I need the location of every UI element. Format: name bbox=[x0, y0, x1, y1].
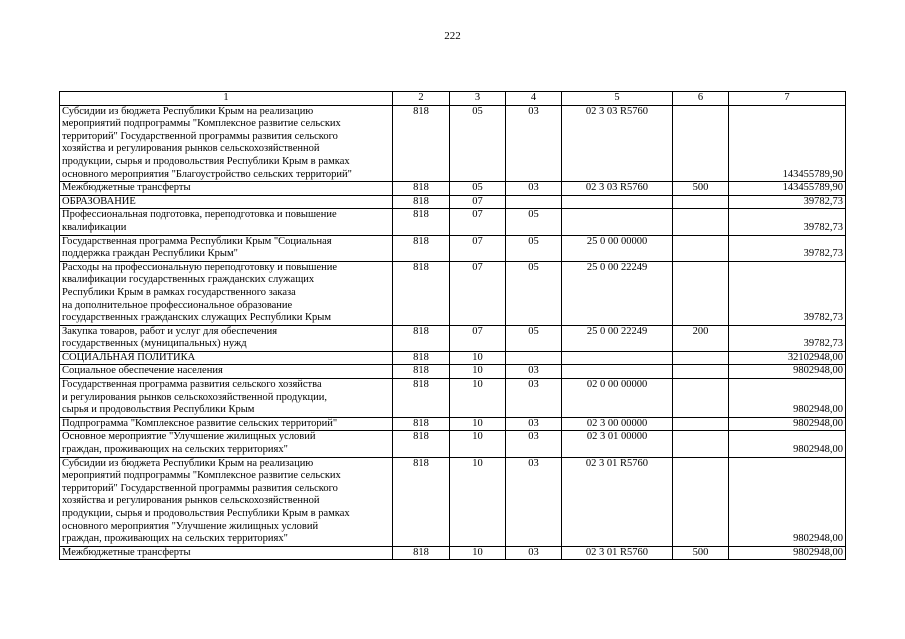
row-code-cell-c5: 25 0 00 00000 bbox=[562, 235, 673, 261]
row-name-cell bbox=[60, 182, 393, 196]
row-amount-cell: 143455789,90 bbox=[729, 105, 846, 182]
row-name-line: хозяйства и регулирования рынков сельскохозяйственной bbox=[62, 143, 320, 155]
header-cell-1: 1 bbox=[60, 92, 393, 106]
row-name-line: территорий" Государственной программы развития сельского bbox=[62, 130, 338, 142]
row-amount-cell: 39782,73 bbox=[729, 261, 846, 325]
row-name-cell bbox=[60, 431, 393, 457]
row-name-line: и регулирования рынков сельскохозяйственной продукции, bbox=[62, 391, 328, 403]
table-row bbox=[60, 105, 846, 182]
row-name-line: Республики Крым в рамках государственного заказа bbox=[62, 286, 296, 298]
row-name-line: ОБРАЗОВАНИЕ bbox=[62, 195, 136, 207]
row-name-line: квалификации государственных гражданских служащих bbox=[62, 274, 315, 286]
row-code-cell-c4: 05 bbox=[506, 235, 562, 261]
row-code-cell-c5 bbox=[562, 351, 673, 365]
row-name-line: Профессиональная подготовка, переподготовка и повышение bbox=[62, 209, 337, 221]
header-cell-4: 4 bbox=[506, 92, 562, 106]
row-code-cell-c4 bbox=[506, 195, 562, 209]
row-name-cell bbox=[60, 379, 393, 418]
row-code-cell-c3: 07 bbox=[450, 235, 506, 261]
row-name-line: Государственная программа развития сельского хозяйства bbox=[62, 379, 322, 391]
header-cell-5: 5 bbox=[562, 92, 673, 106]
table-row bbox=[60, 182, 846, 196]
row-amount-cell: 9802948,00 bbox=[729, 546, 846, 560]
row-name-line: СОЦИАЛЬНАЯ ПОЛИТИКА bbox=[62, 351, 196, 363]
row-code-cell-c2: 818 bbox=[393, 261, 450, 325]
row-name-line: граждан, проживающих на сельских территориях" bbox=[62, 533, 288, 545]
row-name-line: Основное мероприятие "Улучшение жилищных условий bbox=[62, 431, 316, 443]
table-row bbox=[60, 351, 846, 365]
table-row bbox=[60, 195, 846, 209]
row-name-cell bbox=[60, 351, 393, 365]
row-code-cell-c3: 05 bbox=[450, 182, 506, 196]
row-code-cell-c4: 03 bbox=[506, 546, 562, 560]
row-code-cell-c6 bbox=[673, 351, 729, 365]
row-name-line: Межбюджетные трансферты bbox=[62, 546, 191, 558]
row-name-line: граждан, проживающих на сельских территориях" bbox=[62, 444, 288, 456]
row-amount-cell: 9802948,00 bbox=[729, 457, 846, 546]
table-row bbox=[60, 235, 846, 261]
table-row bbox=[60, 457, 846, 546]
row-code-cell-c2: 818 bbox=[393, 431, 450, 457]
row-code-cell-c5: 02 3 01 R5760 bbox=[562, 546, 673, 560]
row-code-cell-c5: 02 3 00 00000 bbox=[562, 417, 673, 431]
row-code-cell-c2: 818 bbox=[393, 209, 450, 235]
budget-table bbox=[59, 91, 846, 560]
row-code-cell-c5: 02 3 03 R5760 bbox=[562, 105, 673, 182]
row-name-line: Субсидии из бюджета Республики Крым на реализацию bbox=[62, 457, 314, 469]
row-amount-cell: 32102948,00 bbox=[729, 351, 846, 365]
row-code-cell-c6 bbox=[673, 431, 729, 457]
table-row bbox=[60, 417, 846, 431]
row-name-line: поддержка граждан Республики Крым" bbox=[62, 248, 238, 260]
row-code-cell-c6 bbox=[673, 209, 729, 235]
row-name-cell bbox=[60, 365, 393, 379]
row-code-cell-c4: 05 bbox=[506, 325, 562, 351]
row-code-cell-c2: 818 bbox=[393, 417, 450, 431]
table-header-row bbox=[60, 92, 846, 106]
table-row bbox=[60, 261, 846, 325]
row-code-cell-c4: 05 bbox=[506, 261, 562, 325]
row-name-line: мероприятий подпрограммы "Комплексное развитие сельских bbox=[62, 470, 341, 482]
row-code-cell-c4: 03 bbox=[506, 457, 562, 546]
row-name-line: Государственная программа Республики Крым "Социальная bbox=[62, 235, 332, 247]
row-code-cell-c3: 07 bbox=[450, 209, 506, 235]
row-amount-cell: 143455789,90 bbox=[729, 182, 846, 196]
row-code-cell-c3: 07 bbox=[450, 261, 506, 325]
row-code-cell-c6: 200 bbox=[673, 325, 729, 351]
row-code-cell-c5: 02 3 03 R5760 bbox=[562, 182, 673, 196]
row-code-cell-c5: 02 3 01 00000 bbox=[562, 431, 673, 457]
row-name-cell bbox=[60, 261, 393, 325]
row-code-cell-c6 bbox=[673, 379, 729, 418]
row-code-cell-c4: 03 bbox=[506, 105, 562, 182]
row-code-cell-c5 bbox=[562, 195, 673, 209]
row-code-cell-c2: 818 bbox=[393, 351, 450, 365]
row-name-cell bbox=[60, 457, 393, 546]
row-code-cell-c5: 02 0 00 00000 bbox=[562, 379, 673, 418]
row-name-line: продукции, сырья и продовольствия Республики Крым в рамках bbox=[62, 155, 350, 167]
table-row bbox=[60, 365, 846, 379]
row-code-cell-c5 bbox=[562, 365, 673, 379]
row-code-cell-c3: 10 bbox=[450, 365, 506, 379]
row-name-line: территорий" Государственной программы развития сельского bbox=[62, 482, 338, 494]
table-row bbox=[60, 209, 846, 235]
row-code-cell-c4: 03 bbox=[506, 365, 562, 379]
row-amount-cell: 9802948,00 bbox=[729, 417, 846, 431]
row-code-cell-c6 bbox=[673, 235, 729, 261]
row-name-cell bbox=[60, 546, 393, 560]
row-code-cell-c3: 10 bbox=[450, 546, 506, 560]
row-code-cell-c3: 10 bbox=[450, 417, 506, 431]
table-row bbox=[60, 325, 846, 351]
row-code-cell-c2: 818 bbox=[393, 105, 450, 182]
row-code-cell-c2: 818 bbox=[393, 379, 450, 418]
page-number: 222 bbox=[444, 30, 461, 42]
row-code-cell-c6 bbox=[673, 365, 729, 379]
row-amount-cell: 39782,73 bbox=[729, 325, 846, 351]
row-amount-cell: 9802948,00 bbox=[729, 379, 846, 418]
row-amount-cell: 39782,73 bbox=[729, 209, 846, 235]
row-code-cell-c5: 25 0 00 22249 bbox=[562, 261, 673, 325]
row-name-cell bbox=[60, 195, 393, 209]
header-cell-3: 3 bbox=[450, 92, 506, 106]
row-code-cell-c2: 818 bbox=[393, 325, 450, 351]
row-name-line: сырья и продовольствия Республики Крым bbox=[62, 404, 255, 416]
row-code-cell-c2: 818 bbox=[393, 365, 450, 379]
row-name-line: на дополнительное профессиональное образование bbox=[62, 299, 293, 311]
header-cell-6: 6 bbox=[673, 92, 729, 106]
row-code-cell-c2: 818 bbox=[393, 457, 450, 546]
row-code-cell-c3: 07 bbox=[450, 325, 506, 351]
row-code-cell-c6 bbox=[673, 417, 729, 431]
row-code-cell-c4: 03 bbox=[506, 182, 562, 196]
row-code-cell-c6 bbox=[673, 195, 729, 209]
row-code-cell-c3: 07 bbox=[450, 195, 506, 209]
row-name-line: Социальное обеспечение населения bbox=[62, 365, 223, 377]
header-cell-7: 7 bbox=[729, 92, 846, 106]
row-code-cell-c3: 10 bbox=[450, 379, 506, 418]
row-name-cell bbox=[60, 105, 393, 182]
row-name-line: Закупка товаров, работ и услуг для обеспечения bbox=[62, 325, 278, 337]
row-amount-cell: 39782,73 bbox=[729, 195, 846, 209]
row-code-cell-c2: 818 bbox=[393, 546, 450, 560]
row-name-line: Межбюджетные трансферты bbox=[62, 182, 191, 194]
row-code-cell-c5: 02 3 01 R5760 bbox=[562, 457, 673, 546]
row-name-line: Подпрограмма "Комплексное развитие сельских территорий" bbox=[62, 417, 338, 429]
row-code-cell-c3: 10 bbox=[450, 457, 506, 546]
row-code-cell-c2: 818 bbox=[393, 195, 450, 209]
row-name-line: Расходы на профессиональную переподготовку и повышение bbox=[62, 261, 338, 273]
row-name-cell bbox=[60, 417, 393, 431]
row-code-cell-c2: 818 bbox=[393, 182, 450, 196]
row-code-cell-c6: 500 bbox=[673, 546, 729, 560]
row-code-cell-c4: 03 bbox=[506, 379, 562, 418]
row-name-line: Субсидии из бюджета Республики Крым на реализацию bbox=[62, 105, 314, 117]
row-amount-cell: 9802948,00 bbox=[729, 365, 846, 379]
row-code-cell-c6 bbox=[673, 105, 729, 182]
row-name-line: продукции, сырья и продовольствия Республики Крым в рамках bbox=[62, 508, 350, 519]
row-code-cell-c6 bbox=[673, 457, 729, 546]
row-code-cell-c5: 25 0 00 22249 bbox=[562, 325, 673, 351]
row-name-line: основного мероприятия "Благоустройство сельских территорий" bbox=[62, 168, 352, 180]
row-code-cell-c3: 05 bbox=[450, 105, 506, 182]
row-name-line: квалификации bbox=[62, 221, 127, 233]
row-code-cell-c4: 05 bbox=[506, 209, 562, 235]
header-cell-2: 2 bbox=[393, 92, 450, 106]
row-code-cell-c4 bbox=[506, 351, 562, 365]
table-row bbox=[60, 379, 846, 418]
row-code-cell-c2: 818 bbox=[393, 235, 450, 261]
row-code-cell-c4: 03 bbox=[506, 417, 562, 431]
row-code-cell-c3: 10 bbox=[450, 351, 506, 365]
row-name-cell bbox=[60, 235, 393, 261]
row-name-line: хозяйства и регулирования рынков сельскохозяйственной bbox=[62, 495, 320, 507]
row-name-line: мероприятий подпрограммы "Комплексное развитие сельских bbox=[62, 118, 341, 130]
row-name-cell bbox=[60, 325, 393, 351]
row-code-cell-c5 bbox=[562, 209, 673, 235]
row-amount-cell: 39782,73 bbox=[729, 235, 846, 261]
row-name-line: государственных (муниципальных) нужд bbox=[62, 338, 247, 350]
row-code-cell-c3: 10 bbox=[450, 431, 506, 457]
table-row bbox=[60, 431, 846, 457]
row-name-cell bbox=[60, 209, 393, 235]
row-amount-cell: 9802948,00 bbox=[729, 431, 846, 457]
row-code-cell-c6: 500 bbox=[673, 182, 729, 196]
row-name-line: государственных гражданских служащих Республики Крым bbox=[62, 312, 332, 324]
row-name-line: основного мероприятия "Улучшение жилищных условий bbox=[62, 520, 319, 532]
row-code-cell-c6 bbox=[673, 261, 729, 325]
table-row bbox=[60, 546, 846, 560]
row-code-cell-c4: 03 bbox=[506, 431, 562, 457]
